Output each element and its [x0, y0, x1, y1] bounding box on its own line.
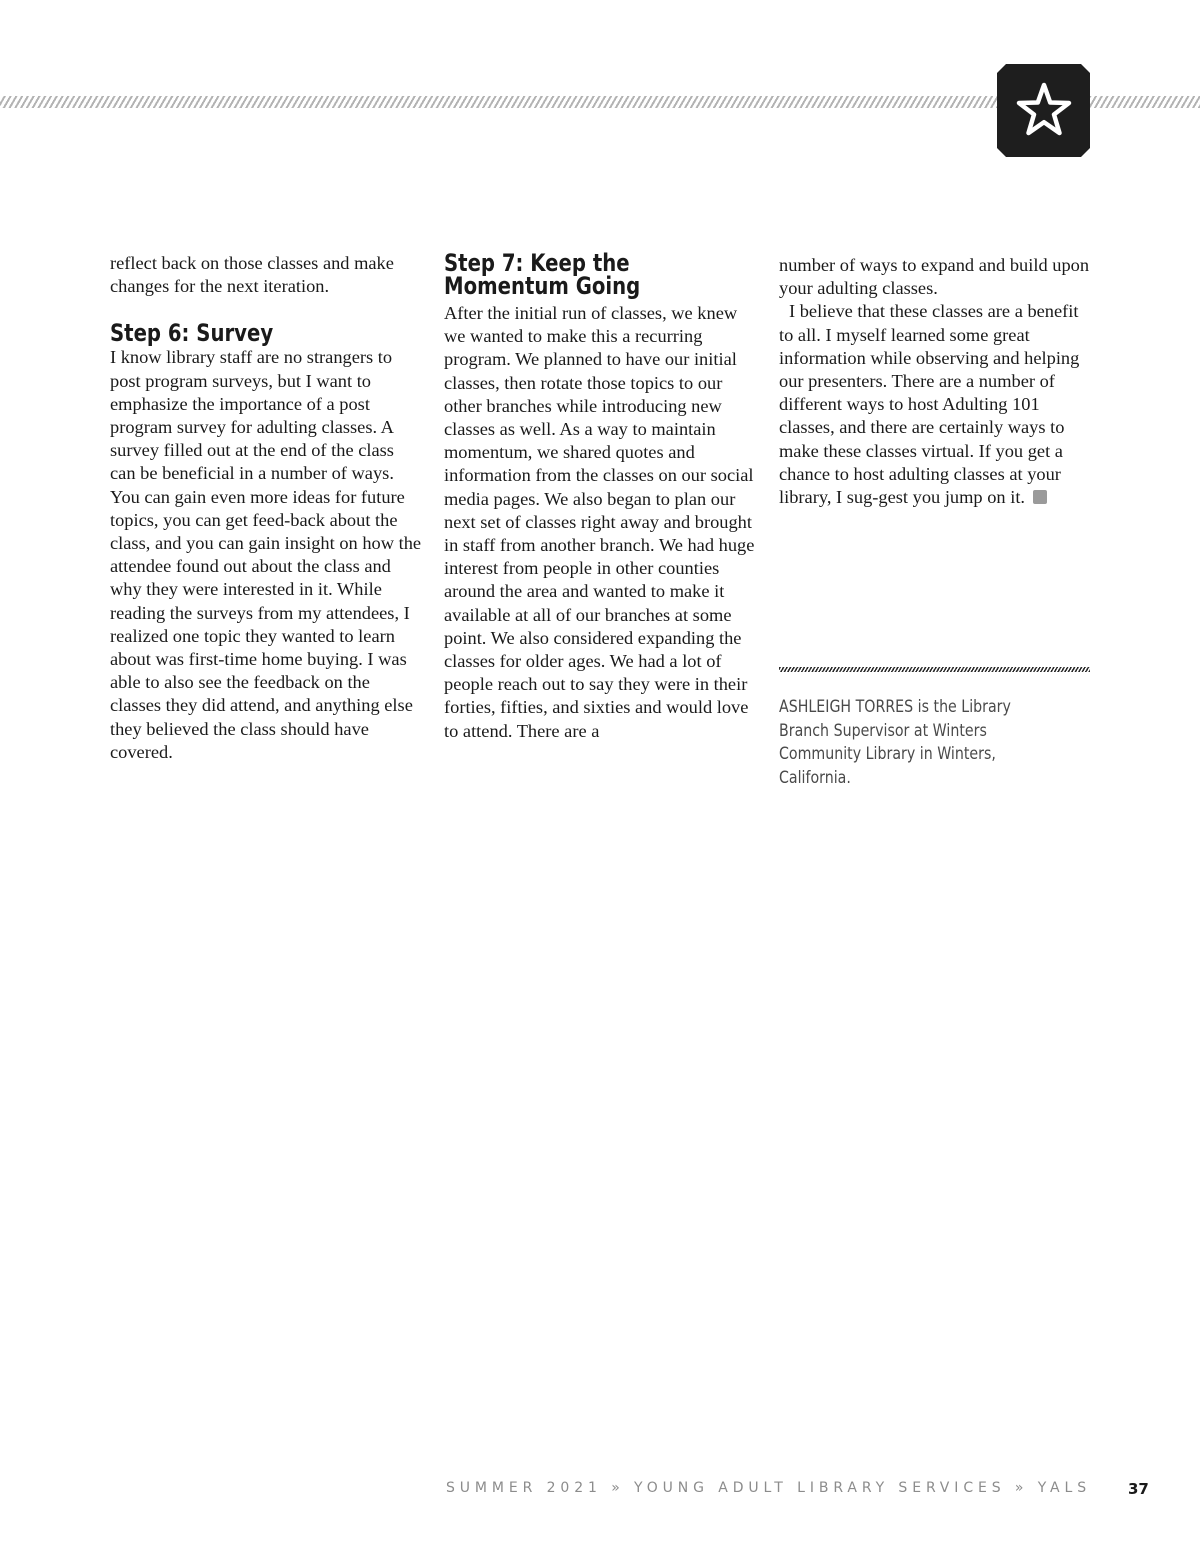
column-right	[779, 254, 1091, 509]
bio-divider	[779, 667, 1090, 672]
paragraph-continued: reflect back on those classes and make changes for the next iteration.	[110, 253, 394, 297]
author-bio: ASHLEIGH TORRES is the Library Branch Supervisor at Winters Community Library in Winters, California.	[779, 697, 1011, 787]
star-icon	[1013, 80, 1075, 142]
paragraph-closing	[779, 300, 1091, 509]
heading-step-6: Step 6: Survey	[110, 319, 274, 348]
page-number: 37	[1128, 1480, 1149, 1498]
closing-text: I believe that these classes are a benefit to all. I myself learned some great information while observing and helping our presenters. There are a number of different ways to host Adulting 101 classes, and there are certainly ways to make these classes virtual. If you get a chance to host adulting classes at your library, I sug-gest you jump on it.	[779, 301, 1080, 508]
heading-step-7-text: Step 7: Keep the Momentum Going	[444, 249, 641, 300]
paragraph-momentum: After the initial run of classes, we knew we wanted to make this a recurring program. We planned to have our initial classes, then rotate those topics to our other branches while introducing new classes as well. As a way to maintain momentum, we shared quotes and information from the classes on our social media pages. We also began to plan our next set of classes right away and brought in staff from another branch. We had huge interest from people in other counties around the area and wanted to make it available at all of our branches at some point. We also considered expanding the classes for older ages. We had a lot of people reach out to say they were in their forties, fifties, and sixties and would love to attend. There are a	[444, 303, 755, 741]
column-middle	[444, 249, 758, 743]
heading-step-7	[444, 249, 701, 300]
end-of-article-mark	[1033, 490, 1047, 504]
section-badge	[997, 64, 1090, 157]
running-footer: SUMMER 2021 » YOUNG ADULT LIBRARY SERVICES » YALS	[446, 1480, 1092, 1496]
paragraph-survey: I know library staff are no strangers to post program surveys, but I want to emphasize the importance of a post program survey for adulting classes. A survey filled out at the end of the class can be beneficial in a number of ways. You can gain even more ideas for future topics, you can get feed-back about the class, and you can gain insight on how the attendee found out about the class and why they were interested in it. While reading the surveys from my attendees, I realized one topic they wanted to learn about was first-time home buying. I was able to also see the feedback on the classes they did attend, and anything else they believed the class should have covered.	[110, 347, 422, 762]
column-left	[110, 252, 422, 764]
paragraph-continued-right: number of ways to expand and build upon your adulting classes.	[779, 255, 1090, 299]
